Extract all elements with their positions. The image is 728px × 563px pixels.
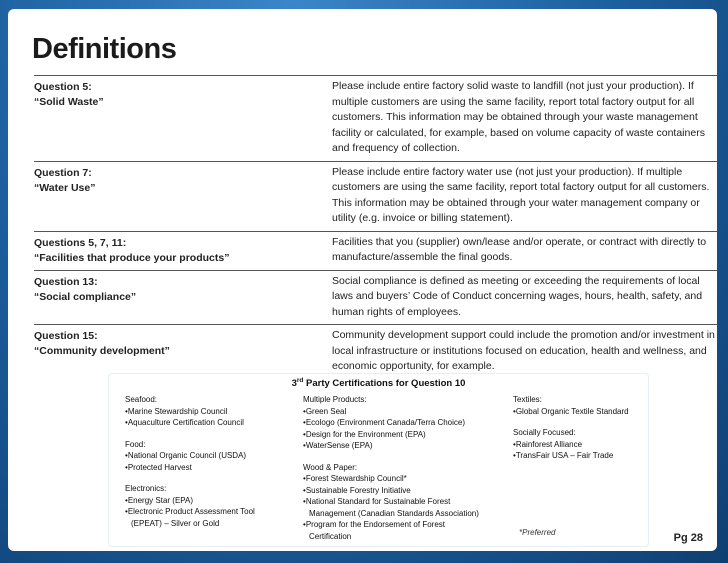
cert-item: • Ecologo (Environment Canada/Terra Choice) <box>303 417 508 429</box>
cert-item: • Global Organic Textile Standard <box>513 406 648 418</box>
question-term: “Facilities that produce your products” <box>34 251 230 264</box>
definition-row <box>34 75 717 161</box>
question-number: Question 13: <box>34 275 98 288</box>
question-term: “Solid Waste” <box>34 96 104 108</box>
question-term: “Social compliance” <box>34 290 137 303</box>
cert-item: • Energy Star (EPA) <box>125 495 295 507</box>
category-textiles: Textiles: <box>513 395 542 404</box>
cert-item: • TransFair USA – Fair Trade <box>513 450 648 462</box>
category-food: Food: <box>125 439 146 449</box>
question-term: “Community development” <box>34 345 170 357</box>
definition-row <box>34 231 717 270</box>
cert-column-middle <box>303 394 508 542</box>
cert-column-left <box>125 394 295 529</box>
page-number: Pg 28 <box>673 532 703 544</box>
definition-row <box>34 161 717 231</box>
cert-item: • Electronic Product Assessment Tool <box>125 506 295 518</box>
cert-item: • Sustainable Forestry Initiative <box>303 485 508 497</box>
question-number: Question 15: <box>34 330 98 342</box>
cert-item-continued: Certification <box>309 531 352 541</box>
question-number: Question 7: <box>34 166 92 179</box>
certifications-title <box>109 377 648 389</box>
category-multiple-products: Multiple Products: <box>303 395 367 404</box>
definition-text: Please include entire factory solid waste to landfill (not just your production). If multiple customers are using the same facility, report total factory output for all customers. This information may be obtained through your waste management facility or calculated, for example, based on volume capacity of waste containers and frequency of collection. <box>332 80 705 154</box>
definition-row <box>34 270 717 325</box>
title-ordinal-suffix: rd <box>296 377 304 384</box>
cert-item: • Green Seal <box>303 406 508 418</box>
cert-item: • Forest Stewardship Council* <box>303 473 508 485</box>
cert-item: • Aquaculture Certification Council <box>125 417 295 429</box>
question-label <box>34 80 314 110</box>
definition-text: Community development support could include the promotion and/or investment in local infrastructure or institutions focused on education, health and wellness, and economic opportunity, for example. <box>332 329 715 372</box>
cert-column-right <box>513 394 648 462</box>
title-ordinal: 3 <box>291 378 297 390</box>
definition-row <box>34 324 717 379</box>
category-socially-focused: Socially Focused: <box>513 428 576 437</box>
category-electronics: Electronics: <box>125 484 167 493</box>
category-wood-paper: Wood & Paper: <box>303 462 358 472</box>
question-label <box>34 275 314 305</box>
cert-item: • WaterSense (EPA) <box>303 440 508 452</box>
cert-item-continued: (EPEAT) – Silver or Gold <box>131 518 220 528</box>
definition-text: Please include entire factory water use (not just your production). If multiple customers are using the same facility, report total factory output for all customers. This information may be obtained through your water management company or utility (e.g. invoice or billing statement). <box>332 165 710 224</box>
page-title: Definitions <box>32 33 177 65</box>
question-label <box>34 329 314 359</box>
question-label <box>34 166 314 196</box>
definition-text: Social compliance is defined as meeting or exceeding the requirements of local laws and buyers’ Code of Conduct concerning wages, hours, health, safety, and human rights of employees. <box>332 274 703 318</box>
question-number: Question 5: <box>34 81 92 93</box>
cert-item: • National Standard for Sustainable Forest <box>303 496 508 508</box>
cert-item: • Protected Harvest <box>125 462 295 474</box>
definition-text: Facilities that you (supplier) own/lease and/or operate, or contract with directly to manufacture/assemble the final goods. <box>332 235 707 263</box>
cert-item: • Marine Stewardship Council <box>125 406 295 418</box>
category-seafood: Seafood: <box>125 395 158 404</box>
title-text: Party Certifications for Question 10 <box>303 378 466 390</box>
cert-item: • Program for the Endorsement of Forest <box>303 519 508 531</box>
certifications-panel <box>109 374 648 546</box>
question-term: “Water Use” <box>34 181 96 194</box>
page-sheet <box>8 9 717 551</box>
definitions-list <box>34 75 717 379</box>
question-number: Questions 5, 7, 11: <box>34 236 127 249</box>
cert-item: • National Organic Council (USDA) <box>125 450 295 462</box>
cert-item-continued: Management (Canadian Standards Association) <box>309 508 479 518</box>
cert-item: • Design for the Environment (EPA) <box>303 429 508 441</box>
cert-item: • Rainforest Alliance <box>513 439 648 451</box>
question-label <box>34 236 314 266</box>
preferred-note: *Preferred <box>519 528 556 537</box>
